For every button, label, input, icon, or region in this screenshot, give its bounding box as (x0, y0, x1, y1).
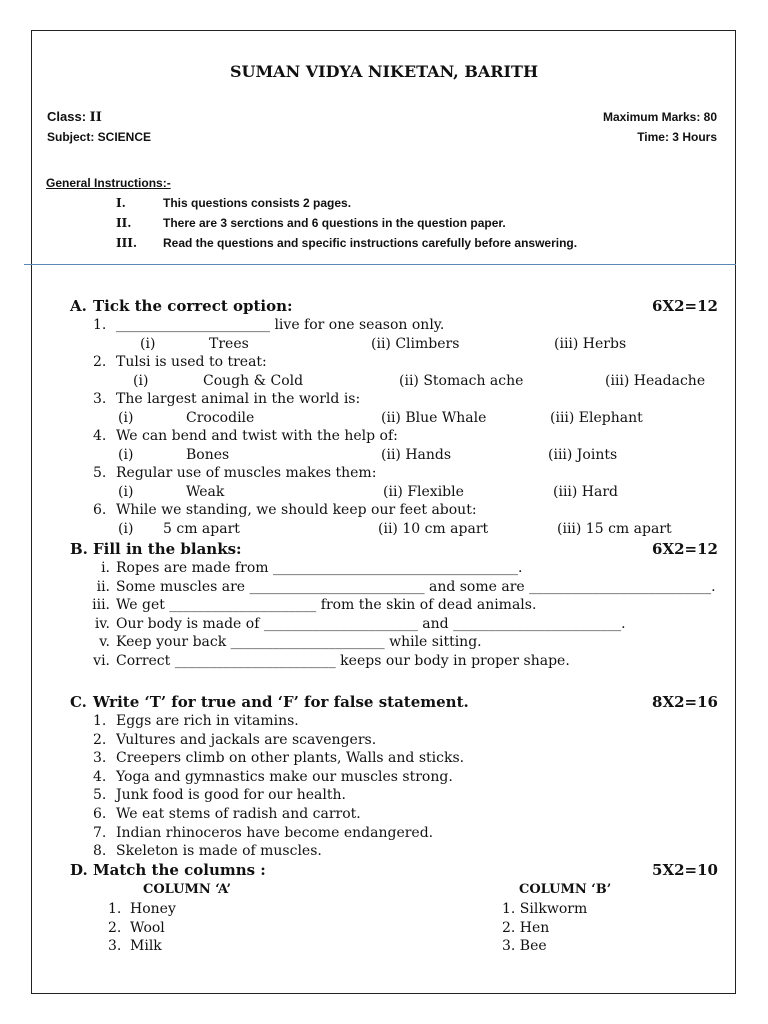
option-2: (ii) Blue Whale (381, 410, 487, 426)
statement-text: Eggs are rich in vitamins. (116, 713, 299, 729)
option-2: (ii) Hands (381, 447, 452, 463)
question-text: Ropes are made from ___________________________________. (116, 560, 523, 576)
instruction-text: This questions consists 2 pages. (163, 196, 352, 210)
option-3: (iii) Elephant (550, 410, 643, 426)
divider (24, 264, 736, 265)
statement-number: 7. (93, 824, 107, 841)
statement-text: We eat stems of radish and carrot. (116, 806, 361, 822)
question-text: Our body is made of ______________________ and ________________________. (116, 615, 626, 632)
class-field (47, 109, 102, 125)
option-3: (iii) Headache (605, 373, 706, 389)
option-number: (i) (118, 410, 134, 426)
column-b-item: 3. Bee (502, 938, 547, 955)
question-number: 5. (93, 465, 107, 481)
statement-number: 5. (93, 787, 107, 804)
question-number: 1. (93, 317, 107, 333)
option-number: (i) (118, 521, 134, 537)
column-b-item: 1. Silkworm (502, 901, 588, 917)
question-text: Correct _______________________ keeps our body in proper shape. (116, 653, 570, 669)
section-b-title: Fill in the blanks: (93, 540, 242, 558)
column-a-number: 1. (108, 901, 122, 917)
question-text: ______________________ live for one season only. (116, 317, 445, 333)
class-value: II (89, 110, 102, 125)
question-text: Keep your back ______________________ while sitting. (116, 634, 482, 651)
section-c-letter: C. (70, 693, 87, 711)
question-number: i. (101, 560, 110, 576)
column-a-heading: COLUMN ‘A’ (143, 882, 232, 897)
option-3: (iii) Herbs (554, 336, 627, 352)
question-number: vi. (93, 653, 110, 669)
section-a-title: Tick the correct option: (93, 297, 293, 315)
option-2: (ii) Climbers (371, 336, 460, 352)
column-a-item: Milk (130, 938, 162, 955)
section-d-marks: 5X2=10 (652, 861, 718, 879)
school-name: SUMAN VIDYA NIKETAN, BARITH (229, 62, 539, 81)
general-instructions-label: General Instructions:- (46, 176, 171, 190)
statement-text: Yoga and gymnastics make our muscles strong. (116, 768, 453, 785)
question-number: 3. (93, 391, 107, 407)
section-c-marks: 8X2=16 (652, 693, 718, 711)
column-b-item: 2. Hen (502, 919, 550, 936)
statement-text: Indian rhinoceros have become endangered. (116, 824, 434, 841)
statement-number: 6. (93, 806, 107, 822)
section-a-letter: A. (70, 297, 87, 315)
question-number: v. (99, 634, 110, 651)
question-number: iv. (94, 615, 110, 632)
instruction-number: III. (116, 236, 138, 250)
statement-text: Junk food is good for our health. (116, 787, 346, 804)
statement-text: Vultures and jackals are scavengers. (116, 731, 377, 748)
option-1: Cough & Cold (203, 373, 304, 389)
question-text: Some muscles are _________________________ and some are __________________________. (116, 578, 716, 595)
section-d-title: Match the columns : (93, 861, 266, 879)
question-text: Tulsi is used to treat: (116, 354, 267, 370)
option-2: (ii) 10 cm apart (378, 521, 489, 537)
option-3: (iii) 15 cm apart (557, 521, 672, 537)
statement-number: 1. (93, 713, 107, 729)
option-1: Weak (186, 484, 225, 500)
question-text: Regular use of muscles makes them: (116, 465, 377, 481)
option-2: (ii) Stomach ache (399, 373, 524, 389)
column-a-number: 2. (108, 919, 122, 936)
option-number: (i) (133, 373, 149, 389)
option-1: Bones (186, 447, 230, 463)
statement-number: 2. (93, 731, 107, 748)
question-number: 2. (93, 354, 107, 370)
instruction-number: I. (116, 196, 126, 210)
section-a-marks: 6X2=12 (652, 297, 718, 315)
question-number: 4. (93, 428, 107, 444)
max-marks: Maximum Marks: 80 (602, 110, 717, 124)
column-b-heading: COLUMN ‘B’ (519, 882, 612, 897)
column-a-item: Honey (130, 901, 176, 917)
column-a-item: Wool (130, 919, 165, 936)
section-b-marks: 6X2=12 (652, 540, 718, 558)
statement-text: Skeleton is made of muscles. (116, 843, 322, 860)
class-label: Class: (47, 109, 87, 124)
question-text: The largest animal in the world is: (116, 391, 361, 407)
question-number: iii. (92, 597, 110, 614)
option-number: (i) (118, 447, 134, 463)
question-text: We can bend and twist with the help of: (116, 428, 398, 444)
question-number: 6. (93, 502, 107, 518)
option-2: (ii) Flexible (383, 484, 464, 500)
option-3: (iii) Hard (553, 484, 619, 500)
instruction-text: There are 3 serctions and 6 questions in the question paper. (163, 216, 506, 230)
statement-text: Creepers climb on other plants, Walls and sticks. (116, 750, 465, 767)
option-1: 5 cm apart (163, 521, 240, 537)
option-3: (iii) Joints (548, 447, 618, 463)
option-number: (i) (140, 336, 156, 352)
option-1: Crocodile (186, 410, 255, 426)
statement-number: 8. (93, 843, 107, 860)
instruction-text: Read the questions and specific instructions carefully before answering. (163, 236, 578, 250)
question-number: ii. (96, 578, 110, 595)
option-1: Trees (209, 336, 249, 352)
option-number: (i) (118, 484, 134, 500)
section-d-letter: D. (70, 861, 88, 879)
section-c-title: Write ‘T’ for true and ‘F’ for false statement. (93, 693, 469, 711)
column-a-number: 3. (108, 938, 122, 955)
question-text: While we standing, we should keep our feet about: (116, 502, 477, 518)
section-b-letter: B. (70, 540, 88, 558)
time: Time: 3 Hours (637, 130, 717, 144)
question-text: We get _____________________ from the skin of dead animals. (116, 597, 537, 614)
subject: Subject: SCIENCE (47, 130, 152, 144)
statement-number: 4. (93, 768, 107, 785)
statement-number: 3. (93, 750, 107, 767)
instruction-number: II. (116, 216, 132, 230)
